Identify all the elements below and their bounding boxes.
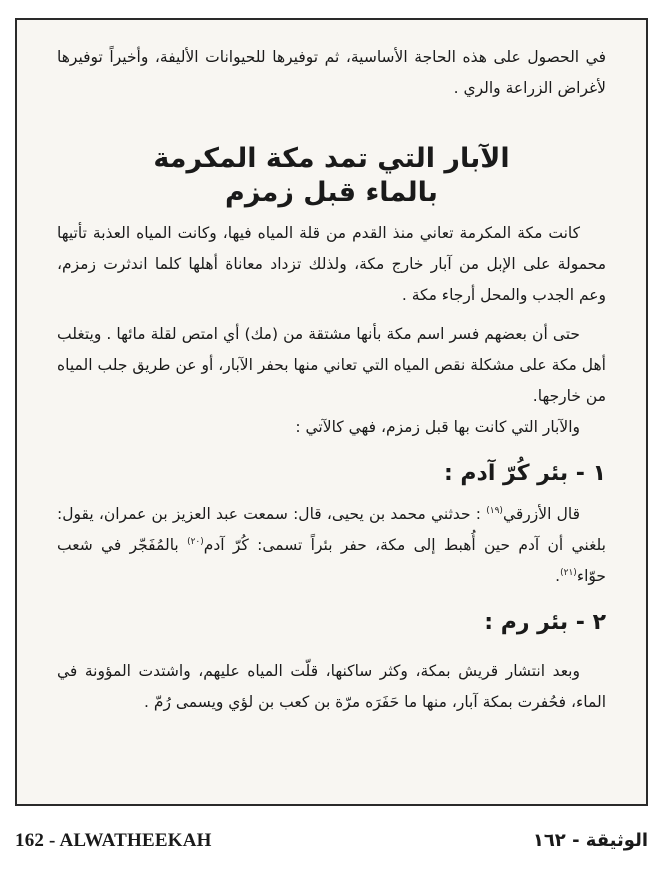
paragraph-3: والآبار التي كانت بها قبل زمزم، فهي كالآتي : bbox=[295, 418, 580, 436]
section-1-text-d: . bbox=[555, 567, 561, 585]
paragraph-1: كانت مكة المكرمة تعاني منذ القدم من قلة المياه فيها، وكانت المياه العذبة تأتيها محمولة على الإبل من آبار خارج مكة، ولذلك تزداد معاناة أهلها كلما اندثرت زمزم، وعم الجدب والمحل أرجاء مكة . bbox=[57, 224, 606, 304]
section-1-text-a: قال الأزرقي bbox=[502, 505, 580, 523]
footer-page-label-arabic: الوثيقة - ١٦٢ bbox=[532, 830, 648, 851]
section-1-text-b: : حدثني محمد بن يحيى، قال: سمعت عبد العزيز بن عمران، يقول: بلغني أن آدم حين أُهبط إلى مكة، حفر بئراً تسمى: كُرّ آدم bbox=[57, 505, 606, 554]
footer-page-label-latin: 162 - ALWATHEEKAH bbox=[15, 830, 212, 851]
main-title-line-2: بالماء قبل زمزم bbox=[225, 177, 438, 208]
document-body bbox=[57, 42, 606, 718]
footnote-ref-21: (٢١) bbox=[560, 567, 577, 578]
section-1-text-c: بالمُفَجّر في شعب حوّاء bbox=[57, 536, 606, 585]
page-footer bbox=[15, 830, 648, 860]
section-1-heading: ١ - بئر كُرّ آدم : bbox=[443, 461, 606, 486]
page-frame bbox=[15, 18, 648, 806]
intro-paragraph: في الحصول على هذه الحاجة الأساسية، ثم توفيرها للحيوانات الأليفة، وأخيراً توفيرها لأغراض الزراعة والري . bbox=[57, 48, 606, 97]
main-title-line-1: الآبار التي تمد مكة المكرمة bbox=[153, 143, 510, 174]
footnote-ref-20: (٢٠) bbox=[187, 536, 204, 547]
section-1-text bbox=[57, 499, 606, 592]
footnote-ref-19: (١٩) bbox=[486, 505, 503, 516]
section-2-heading: ٢ - بئر رم : bbox=[484, 610, 606, 635]
main-title bbox=[57, 142, 606, 210]
section-2-text: وبعد انتشار قريش بمكة، وكثر ساكنها، قلّت المياه عليهم، واشتدت المؤونة في الماء، فحُفرت بمكة آبار، منها ما حَفَرَه مرّة بن كعب بن لؤي ويسمى رُمّ . bbox=[57, 662, 606, 711]
paragraph-2: حتى أن بعضهم فسر اسم مكة بأنها مشتقة من (مك) أي امتص لقلة مائها . ويتغلب أهل مكة على مشكلة نقص المياه التي تعاني منها بحفر الآبار، أو عن طريق جلب المياه من خارجها. bbox=[57, 325, 606, 405]
